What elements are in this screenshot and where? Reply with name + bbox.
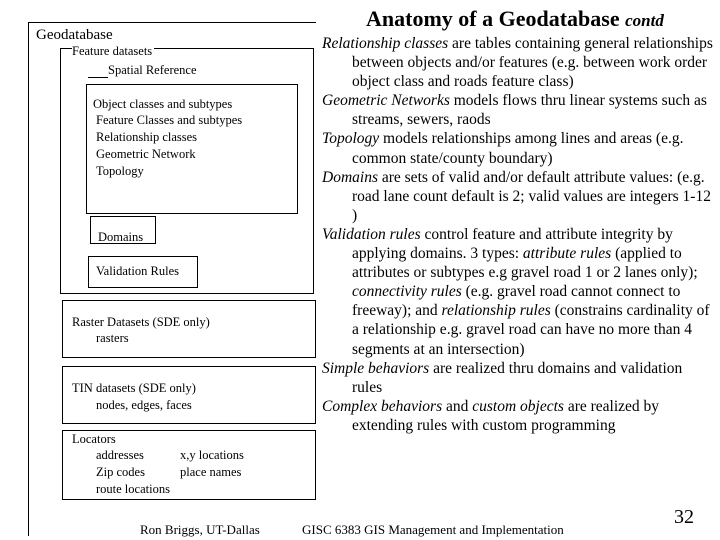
term: relationship rules [441,302,551,320]
paragraph-text: are tables containing general relationships between objects and/or features (e.g. between work order object class and roads feature class) [352,35,713,91]
body-text [322,34,714,435]
domains-label: Domains [98,230,144,244]
object-class-item: Topology [96,164,144,178]
term: Geometric Networks [322,92,450,110]
paragraph-domains [322,168,714,225]
term: Simple behaviors [322,359,430,377]
term: Complex behaviors [322,397,443,415]
footer-course: GISC 6383 GIS Management and Implementation [302,522,564,537]
spatial-reference-underline [88,77,108,78]
term: Relationship classes [322,35,449,52]
paragraph-text: are sets of valid and/or default attribute values: (e.g. road lane count default is 2; valid values are integers 1-12 ) [352,168,711,224]
validation-rules-label: Validation Rules [96,264,179,278]
locator-item: Zip codes [96,465,145,479]
raster-datasets-sublabel: rasters [96,331,129,345]
page-number: 32 [674,506,694,528]
object-class-item: Relationship classes [96,130,198,144]
geodatabase-label: Geodatabase [36,27,113,43]
term: custom objects [472,397,564,415]
feature-datasets-label: Feature datasets [72,44,153,58]
paragraph-text: are realized by extending rules with custom programming [352,397,660,434]
paragraph-text: (constrains cardinality of a relationship e.g. gravel road can have no more than 4 segments at an intersection) [352,302,710,358]
locator-item: route locations [96,482,170,496]
raster-datasets-label: Raster Datasets (SDE only) [72,315,210,329]
object-class-item: Feature Classes and subtypes [96,113,243,127]
slide-title-suffix: contd [625,11,664,30]
object-class-item: Object classes and subtypes [93,97,233,111]
paragraph-text: models relationships among lines and areas (e.g. common state/county boundary) [352,130,684,167]
locator-item: addresses [96,448,144,462]
paragraph-text: (applied to attributes or subtypes e.g gravel road 1 or 2 lanes only); [352,245,698,282]
locators-label: Locators [72,432,116,446]
object-class-item: Geometric Network [96,147,196,161]
footer-author: Ron Briggs, UT-Dallas [140,522,260,537]
paragraph-simple-behaviors [322,359,714,397]
paragraph-text: (e.g. gravel road cannot connect to freeway); and [352,283,681,320]
locator-item: place names [180,465,242,479]
locator-item: x,y locations [180,448,244,462]
paragraph-complex-behaviors [322,397,714,435]
term: Domains [322,168,378,186]
paragraph-geometric-networks [322,91,714,129]
term: Validation rules [322,225,421,243]
term: Topology [322,130,380,148]
term: attribute rules [522,245,612,263]
paragraph-text: and [442,397,473,415]
term: connectivity rules [352,283,462,301]
spatial-reference-label: Spatial Reference [108,63,197,77]
paragraph-text: models flows thru linear systems such as streams, sewers, raods [352,92,707,129]
slide-title [366,6,664,32]
paragraph-text: are realized thru domains and validation rules [352,359,683,396]
tin-datasets-sublabel: nodes, edges, faces [96,398,192,412]
slide-title-main: Anatomy of a Geodatabase [366,6,620,31]
paragraph-text: control feature and attribute integrity by applying domains. 3 types: [352,225,673,263]
tin-datasets-label: TIN datasets (SDE only) [72,381,196,395]
paragraph-relationship-classes [322,34,714,91]
paragraph-topology [322,129,714,167]
paragraph-validation-rules [322,225,714,359]
